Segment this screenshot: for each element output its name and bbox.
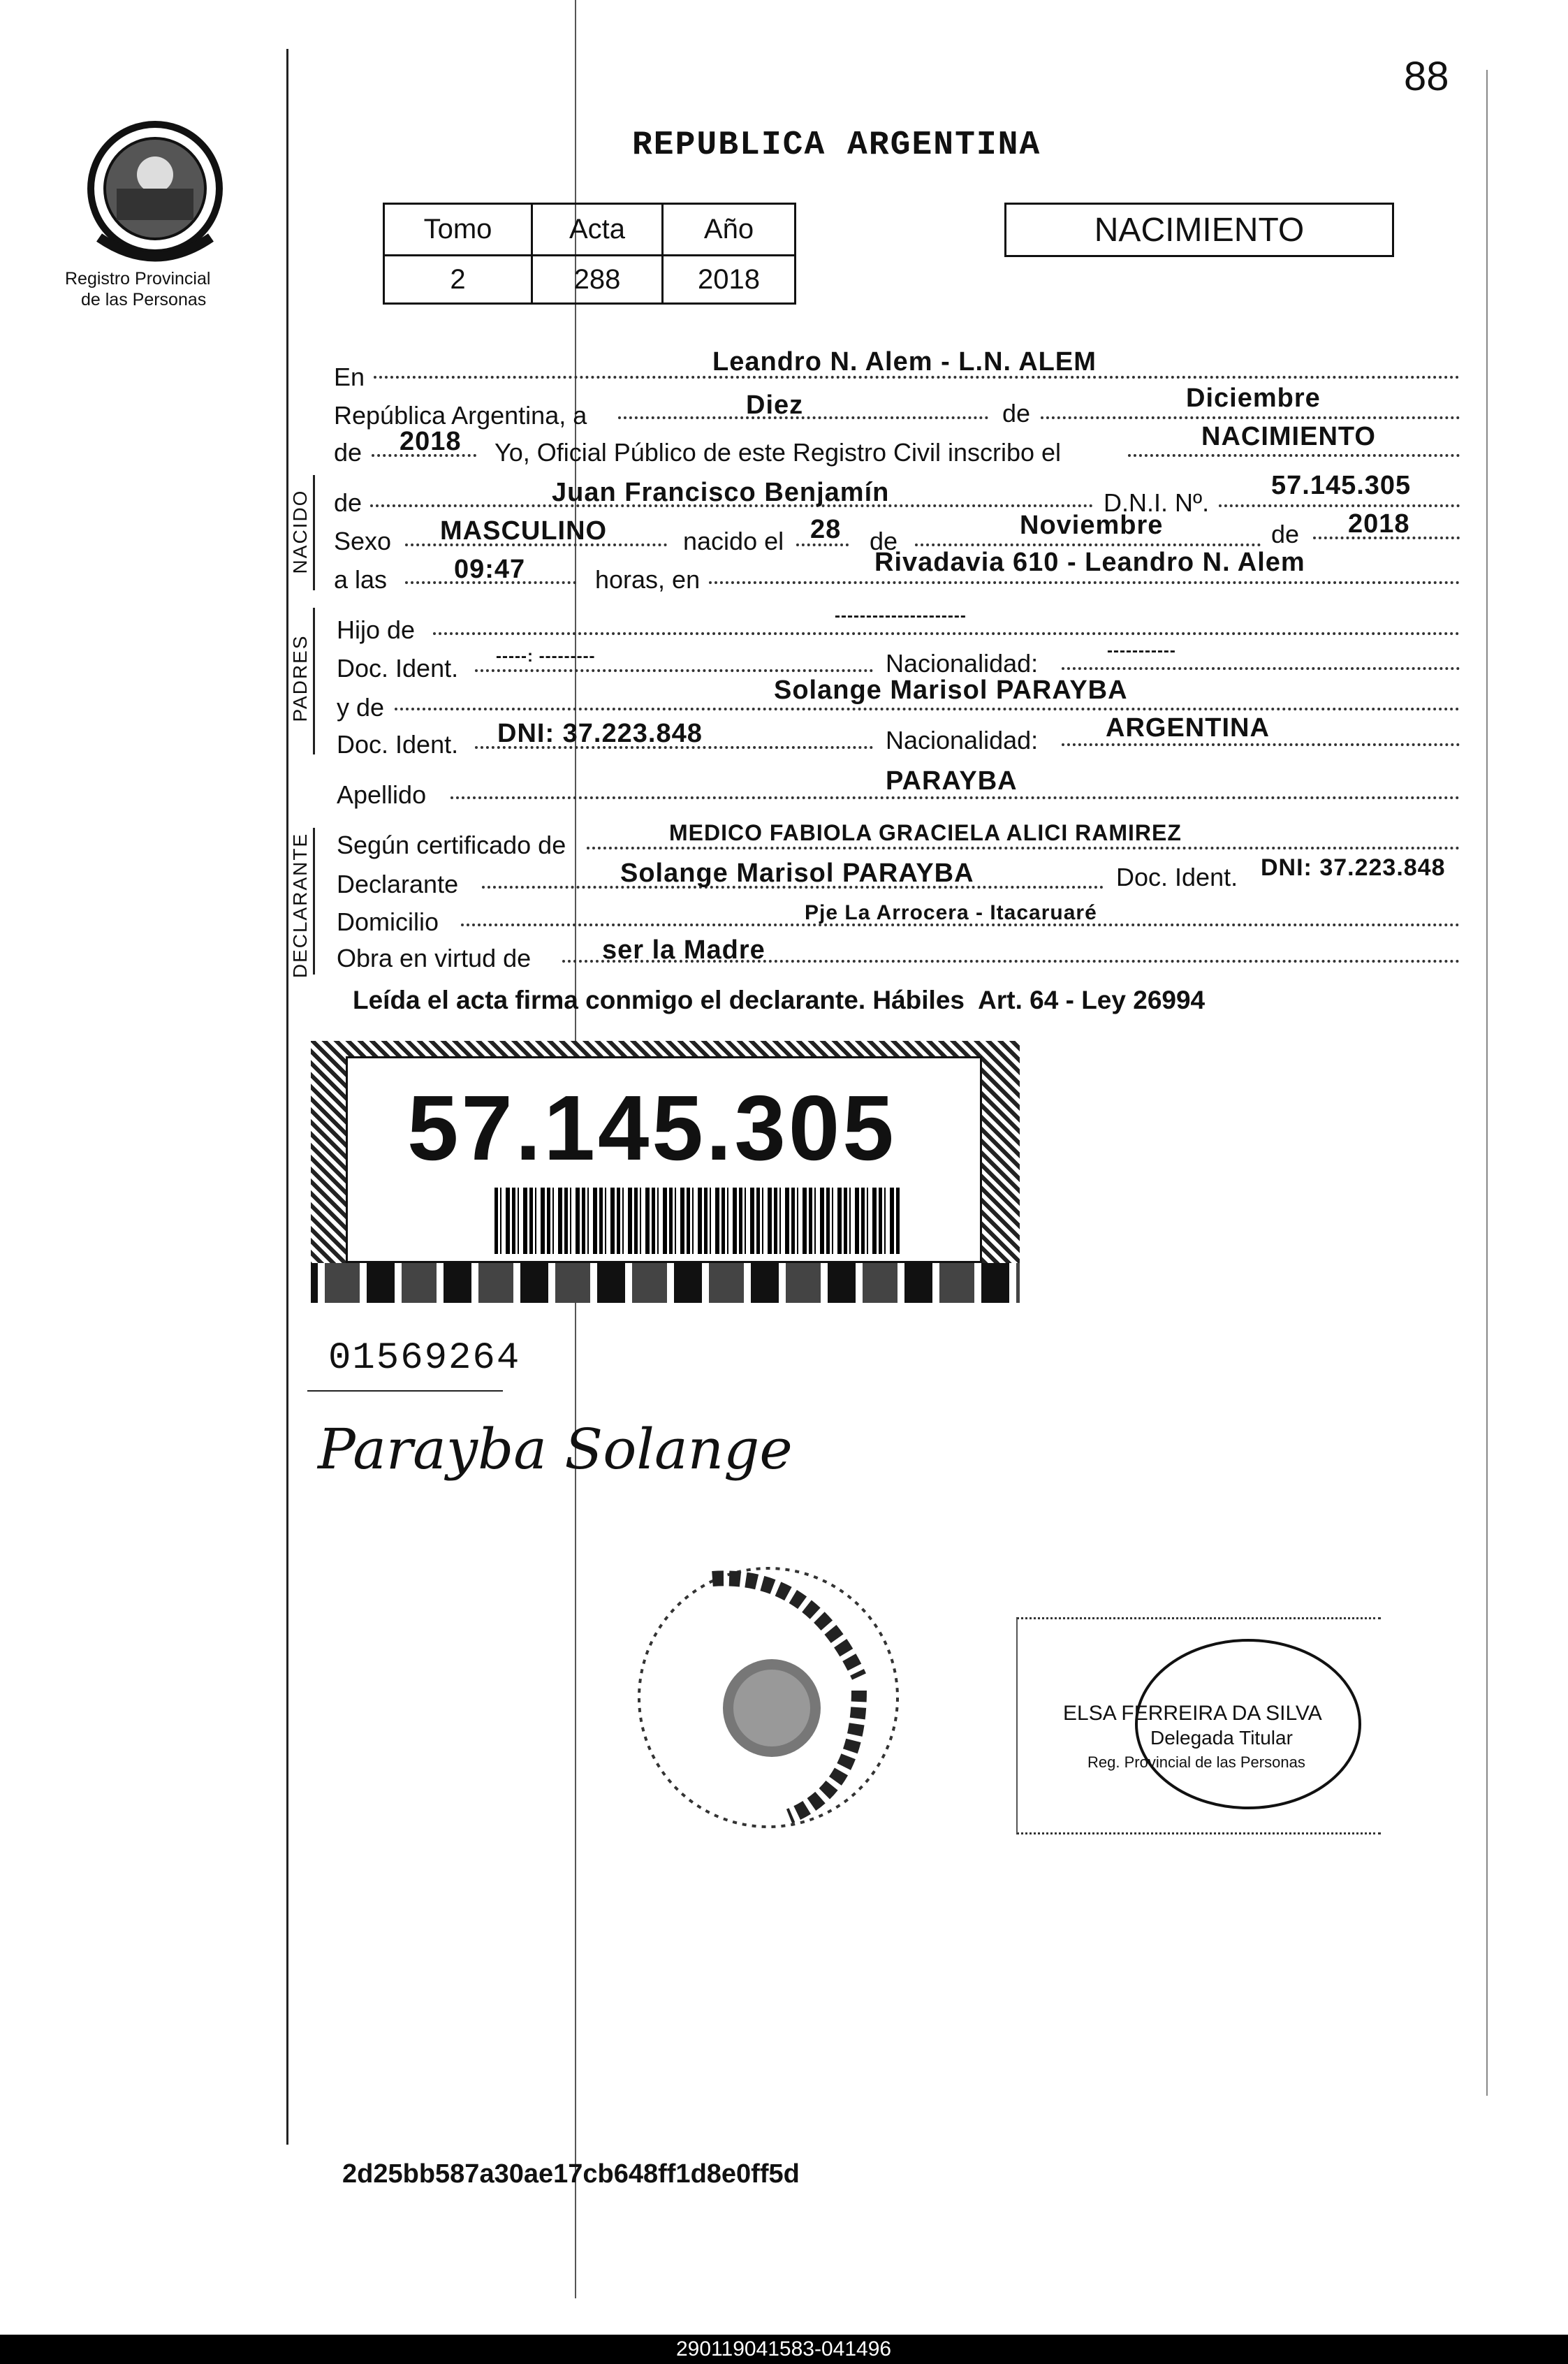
label-declarante: Declarante <box>337 870 459 898</box>
civil-registry-seal <box>629 1537 908 1858</box>
value-obra: ser la Madre <box>602 935 765 965</box>
province-emblem <box>78 115 232 265</box>
label-domicilio: Domicilio <box>337 907 439 936</box>
signature: Parayba Solange <box>318 1417 793 1482</box>
label-certificado: Según certificado de <box>337 831 566 859</box>
value-birth-month: Noviembre <box>1020 511 1164 540</box>
label-apellido: Apellido <box>337 780 427 809</box>
section-declarante: DECLARANTE <box>289 832 311 979</box>
td-tomo: 2 <box>383 254 533 305</box>
section-padres: PADRES <box>289 634 311 722</box>
value-nacionalidad-2: ARGENTINA <box>1106 713 1270 743</box>
label-doc-declarante: Doc. Ident. <box>1116 863 1238 891</box>
value-dni: 57.145.305 <box>1271 471 1412 500</box>
footer-id: 290119041583-041496 <box>676 2337 892 2361</box>
label-en: En <box>334 363 365 391</box>
closing-statement: Leída el acta firma conmigo el declarante. Hábiles Art. 64 - Ley 26994 <box>353 986 1206 1014</box>
value-child-name: Juan Francisco Benjamín <box>552 478 890 507</box>
value-birth-year: 2018 <box>1348 509 1410 539</box>
left-margin-line <box>286 49 288 2145</box>
value-doc-2: DNI: 37.223.848 <box>497 719 703 748</box>
value-declarante: Solange Marisol PARAYBA <box>620 859 974 888</box>
value-day: Diez <box>746 391 804 420</box>
label-hijo-de: Hijo de <box>337 615 416 644</box>
stamp-officer: ELSA FERREIRA DA SILVA <box>1063 1702 1322 1725</box>
barcode-bars <box>494 1188 900 1254</box>
label-y-de: y de <box>337 693 385 722</box>
value-record-type: NACIMIENTO <box>1201 422 1376 451</box>
value-doc-1: -----: --------- <box>496 647 596 666</box>
label-yo: Yo, Oficial Público de este Registro Civil inscribo el <box>494 438 1062 467</box>
value-birth-place: Rivadavia 610 - Leandro N. Alem <box>874 548 1305 577</box>
label-de-2: de <box>334 438 362 467</box>
value-hour: 09:47 <box>454 555 526 584</box>
label-de-mes: de <box>870 527 898 555</box>
label-nacionalidad-2: Nacionalidad: <box>886 726 1039 754</box>
right-margin-line <box>1486 70 1488 2096</box>
value-year: 2018 <box>400 427 462 456</box>
emblem-caption-1: Registro Provincial <box>65 269 211 289</box>
value-nacionalidad-1: ----------- <box>1107 641 1176 660</box>
value-father: --------------------- <box>835 606 967 625</box>
label-nacido-el: nacido el <box>683 527 784 555</box>
label-nacionalidad-1: Nacionalidad: <box>886 649 1039 678</box>
barcode-label <box>311 1041 1020 1303</box>
value-birth-day: 28 <box>810 515 842 544</box>
barcode-number: 57.145.305 <box>407 1077 897 1179</box>
section-nacido: NACIDO <box>289 489 311 574</box>
th-acta: Acta <box>531 203 664 256</box>
label-dni: D.N.I. Nº. <box>1104 488 1210 517</box>
value-certificado: MEDICO FABIOLA GRACIELA ALICI RAMIREZ <box>669 820 1182 845</box>
label-horas-en: horas, en <box>595 565 701 594</box>
emblem-caption-2: de las Personas <box>81 290 207 309</box>
th-anio: Año <box>661 203 796 256</box>
page-number: 88 <box>1404 54 1449 99</box>
value-doc-declarante: DNI: 37.223.848 <box>1261 854 1446 881</box>
stamp-role: Delegada Titular <box>1150 1727 1293 1749</box>
serial-number: 01569264 <box>328 1337 521 1380</box>
officer-stamp <box>1016 1617 1381 1834</box>
value-sexo: MASCULINO <box>440 516 608 546</box>
label-obra: Obra en virtud de <box>337 944 532 972</box>
th-tomo: Tomo <box>383 203 533 256</box>
country-title: REPUBLICA ARGENTINA <box>632 126 1041 164</box>
label-sexo: Sexo <box>334 527 392 555</box>
label-doc-1: Doc. Ident. <box>337 654 459 683</box>
label-de-1: de <box>1002 399 1031 428</box>
document-hash: 2d25bb587a30ae17cb648ff1d8e0ff5d <box>342 2159 800 2189</box>
label-de-anio: de <box>1271 520 1300 548</box>
stamp-org: Reg. Provincial de las Personas <box>1087 1753 1305 1771</box>
td-acta: 288 <box>531 254 664 305</box>
label-a-las: a las <box>334 565 388 594</box>
label-doc-2: Doc. Ident. <box>337 730 459 759</box>
record-type-box: NACIMIENTO <box>1004 203 1394 257</box>
td-anio: 2018 <box>661 254 796 305</box>
value-domicilio: Pje La Arrocera - Itacaruaré <box>805 901 1097 924</box>
value-apellido: PARAYBA <box>886 766 1018 796</box>
label-republica: República Argentina, a <box>334 401 587 430</box>
label-nacido-de: de <box>334 488 362 517</box>
value-month: Diciembre <box>1186 384 1321 413</box>
value-place: Leandro N. Alem - L.N. ALEM <box>712 347 1097 377</box>
value-mother: Solange Marisol PARAYBA <box>774 676 1128 705</box>
